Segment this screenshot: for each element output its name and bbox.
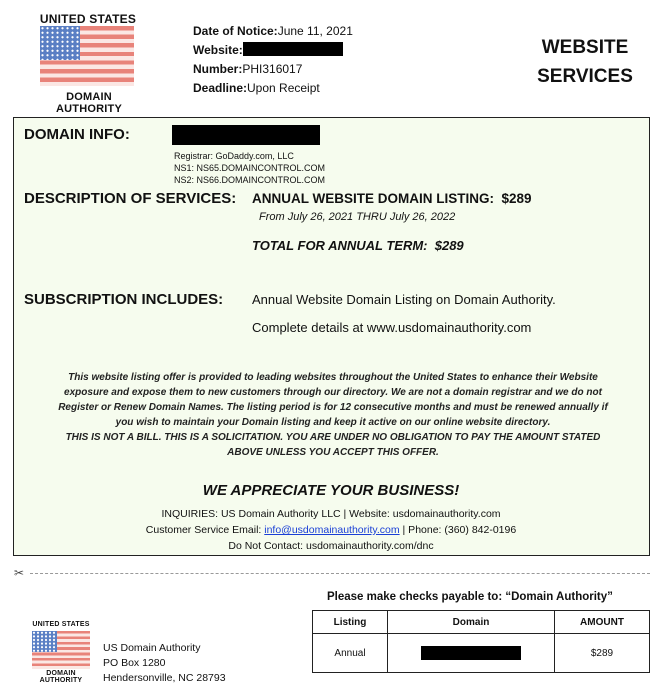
- remit-address: US Domain Authority PO Box 1280 Hendersonville, NC 28793: [103, 642, 226, 684]
- subscription-line-2: Complete details at www.usdomainauthority.com: [252, 320, 532, 335]
- us-flag-icon: [40, 26, 134, 86]
- notice-number: Number:PHI316017: [193, 62, 303, 76]
- domain-info-heading: DOMAIN INFO:: [24, 126, 130, 143]
- redacted-domain-cell: [421, 646, 521, 660]
- total-annual-term: TOTAL FOR ANNUAL TERM: $289: [252, 238, 464, 253]
- row-amount: $289: [555, 634, 650, 673]
- row-domain: [388, 634, 555, 673]
- redacted-domain: [172, 125, 320, 145]
- col-domain: Domain: [388, 611, 555, 634]
- subscription-line-1: Annual Website Domain Listing on Domain Authority.: [252, 292, 556, 307]
- row-listing: Annual: [313, 634, 388, 673]
- main-notice-box: [13, 117, 650, 556]
- checks-payable-text: Please make checks payable to: “Domain Authority”: [327, 591, 613, 603]
- notice-website: Website:: [193, 41, 433, 60]
- dns-info: Registrar: GoDaddy.com, LLC NS1: NS65.DOMAINCONTROL.COM NS2: NS66.DOMAINCONTROL.COM: [174, 151, 326, 185]
- col-listing: Listing: [313, 611, 388, 634]
- contact-info: INQUIRIES: US Domain Authority LLC | Website: usdomainauthority.com Customer Service Email: info@usdomainauthority.com | Phone: (360) 842-0196 Do Not Contact: usdomainauthority.com/dnc: [145, 508, 517, 552]
- notice-date: Date of Notice:June 11, 2021: [193, 24, 353, 38]
- service-line: ANNUAL WEBSITE DOMAIN LISTING: $289: [252, 191, 532, 206]
- subscription-heading: SUBSCRIPTION INCLUDES:: [24, 291, 224, 308]
- logo-top-text: UNITED STATES: [39, 12, 137, 26]
- remit-logo-bottom-text: DOMAIN AUTHORITY: [39, 670, 83, 684]
- logo-bottom-text: DOMAIN AUTHORITY: [56, 91, 122, 115]
- service-period: From July 26, 2021 THRU July 26, 2022: [259, 211, 456, 223]
- col-amount: AMOUNT: [555, 611, 650, 634]
- notice-details: [193, 22, 433, 98]
- email-link[interactable]: info@usdomainauthority.com: [264, 524, 400, 536]
- scissors-icon: ✂: [14, 566, 25, 580]
- cut-line: [30, 573, 650, 574]
- page-title: WEBSITE SERVICES: [537, 37, 633, 87]
- disclaimer: This website listing offer is provided to leading websites throughout the United States to enhance their Website exposure and expose them to new customers through our directory. We are not a domain registrar and we do not Register or Renew Domain Names. The listing period is for 12 consecutive months and must be renewed annually if you wish to maintain your Domain listing and keep it active on our online website directory. THIS IS NOT A BILL. THIS IS A SOLICITATION. YOU ARE UNDER NO OBLIGATION TO PAY THE AMOUNT STATED ABOVE UNLESS YOU ACCEPT THIS OFFER.: [58, 372, 608, 458]
- notice-deadline: Deadline:Upon Receipt: [193, 81, 320, 95]
- us-flag-small-icon: [32, 631, 90, 669]
- payment-table: [312, 610, 650, 673]
- remit-logo-top-text: UNITED STATES: [32, 621, 90, 628]
- redacted-website: [243, 42, 343, 56]
- appreciate-text: WE APPRECIATE YOUR BUSINESS!: [202, 482, 460, 499]
- description-heading: DESCRIPTION OF SERVICES:: [24, 190, 237, 207]
